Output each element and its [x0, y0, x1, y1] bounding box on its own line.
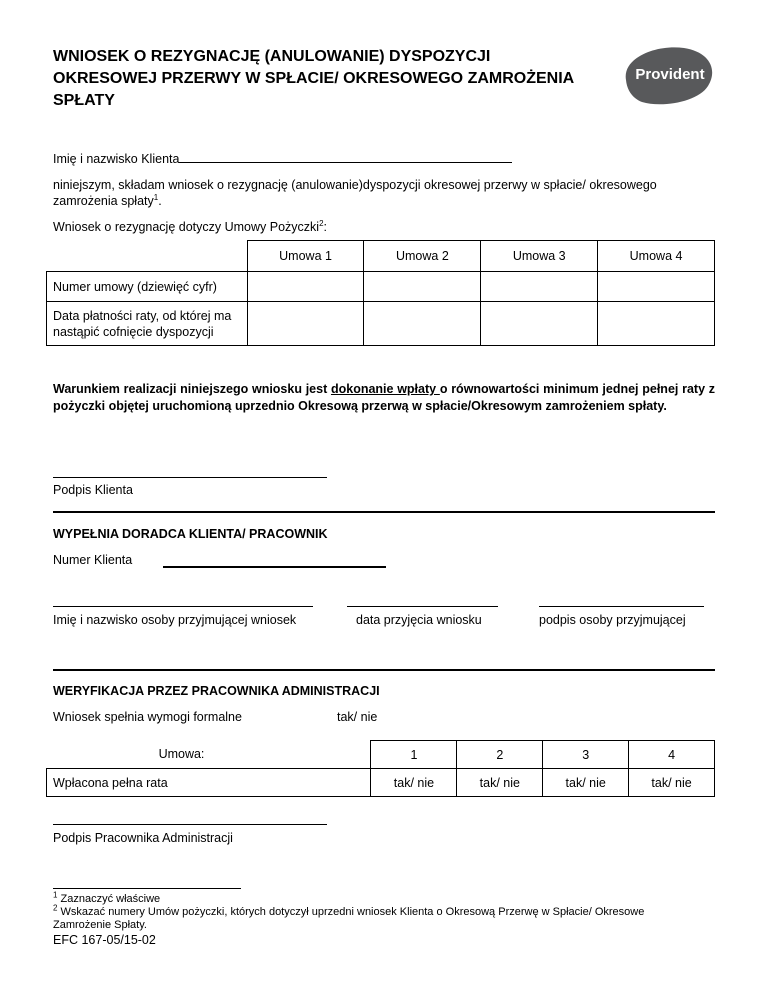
payment-date-cell-1[interactable]	[247, 302, 364, 346]
admin-signature-line[interactable]	[53, 824, 327, 825]
formal-requirements-label: Wniosek spełnia wymogi formalne	[53, 710, 242, 724]
statement-line-2: zamrożenia spłaty$^1$.	[53, 192, 162, 208]
col-header-umowa-4: Umowa 4	[598, 241, 715, 272]
col-header-umowa-3: Umowa 3	[481, 241, 598, 272]
footnote-ref-2: 2	[319, 218, 324, 228]
client-name-label: Imię i nazwisko Klienta	[53, 152, 180, 166]
table-row	[47, 302, 715, 346]
client-number-label: Numer Klienta	[53, 553, 133, 567]
col-header-1: 1	[371, 741, 457, 769]
contract-number-cell-4[interactable]	[598, 272, 715, 302]
receipt-date-line[interactable]	[347, 606, 498, 607]
umowa-label: Umowa:	[158, 747, 205, 762]
footnote-ref-1: 1	[153, 192, 159, 202]
col-header-umowa-2: Umowa 2	[364, 241, 481, 272]
footnote-2: $^2$ Wskazać numery Umów pożyczki, których dotyczył uprzedni wniosek Klienta o Okresową Przerwę w Spłacie/ Okresowe	[53, 903, 645, 918]
logo-text: Provident	[635, 66, 705, 83]
verification-heading: WERYFIKACJA PRZEZ PRACOWNIKA ADMINISTRACJI	[53, 684, 380, 698]
provident-logo	[618, 40, 718, 110]
footnote-1: $^1$ Zaznaczyć właściwe	[53, 890, 161, 905]
receiver-name-label: Imię i nazwisko osoby przyjmującej wniosek	[53, 613, 297, 627]
paid-rate-value-1[interactable]: tak/ nie	[371, 769, 457, 797]
col-header-4: 4	[629, 741, 715, 769]
condition-paragraph: Warunkiem realizacji niniejszego wniosku jest dokonanie wpłaty o równowartości minimum jednej pełnej raty z pożyczki objętej uruchomioną uprzednio Okresową przerwą w spłacie/Okresowym zamrożeniem spłaty.	[53, 382, 715, 413]
verification-header-row	[47, 741, 715, 769]
row-label-payment-date: Data płatności raty, od której ma nastąpić cofnięcie dyspozycji	[47, 302, 248, 346]
receiver-signature-label: podpis osoby przyjmującej	[539, 613, 686, 627]
page-title: WNIOSEK O REZYGNACJĘ (ANULOWANIE) DYSPOZYCJI OKRESOWEJ PRZERWY W SPŁACIE/ OKRESOWEGO ZAMROŻENIA SPŁATY	[53, 48, 574, 109]
client-name-field[interactable]	[53, 150, 533, 167]
table-row	[47, 272, 715, 302]
contract-number-cell-3[interactable]	[481, 272, 598, 302]
advisor-heading: WYPEŁNIA DORADCA KLIENTA/ PRACOWNIK	[53, 527, 328, 541]
client-statement	[53, 177, 723, 209]
receiver-name-line[interactable]	[53, 606, 313, 607]
payment-date-cell-4[interactable]	[598, 302, 715, 346]
paid-rate-value-4[interactable]: tak/ nie	[629, 769, 715, 797]
paid-rate-label: Wpłacona pełna rata	[47, 769, 371, 797]
receipt-date-label: data przyjęcia wniosku	[356, 613, 482, 627]
paid-rate-value-2[interactable]: tak/ nie	[457, 769, 543, 797]
statement-line-1: niniejszym, składam wniosek o rezygnację (anulowanie)dyspozycji okresowej przerwy w spłacie/ okresowego	[53, 178, 657, 192]
row-label-contract-number: Numer umowy (dziewięć cyfr)	[47, 272, 248, 302]
payment-date-cell-2[interactable]	[364, 302, 481, 346]
verification-table	[46, 740, 715, 797]
col-header-3: 3	[543, 741, 629, 769]
table-corner	[47, 241, 248, 272]
footnote-separator	[53, 888, 241, 889]
client-name-line[interactable]	[179, 150, 512, 163]
contract-number-cell-1[interactable]	[247, 272, 364, 302]
section-divider	[53, 511, 715, 513]
formal-requirements-value[interactable]: tak/ nie	[337, 710, 378, 724]
agreements-table	[46, 240, 715, 346]
admin-signature-label: Podpis Pracownika Administracji	[53, 831, 233, 845]
payment-date-cell-3[interactable]	[481, 302, 598, 346]
table-row	[47, 769, 715, 797]
client-signature-line[interactable]	[53, 477, 327, 478]
form-code: EFC 167-05/15-02	[53, 933, 156, 947]
footnote-2-cont: Zamrożenie Spłaty.	[53, 919, 147, 931]
col-header-umowa-1: Umowa 1	[247, 241, 364, 272]
condition-underlined: dokonanie wpłaty	[330, 382, 440, 396]
client-number-line[interactable]	[163, 566, 386, 568]
col-header-2: 2	[457, 741, 543, 769]
receiver-signature-line[interactable]	[539, 606, 704, 607]
section-divider	[53, 669, 715, 671]
contract-number-cell-2[interactable]	[364, 272, 481, 302]
agreements-header-row	[47, 241, 715, 272]
agreement-intro: Wniosek o rezygnację dotyczy Umowy Pożyczki$^2$:	[53, 218, 327, 234]
footnotes	[53, 890, 718, 932]
paid-rate-value-3[interactable]: tak/ nie	[543, 769, 629, 797]
client-signature-label: Podpis Klienta	[53, 483, 133, 497]
